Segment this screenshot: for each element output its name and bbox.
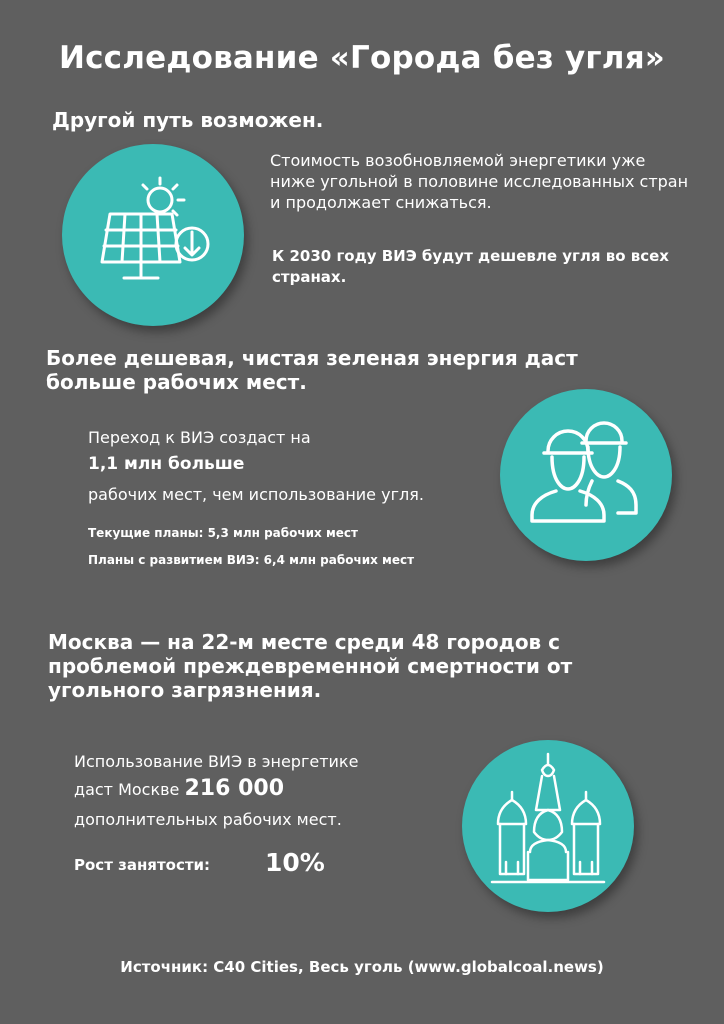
- section3-line3: дополнительных рабочих мест.: [74, 810, 342, 829]
- section2-intro: Переход к ВИЭ создаст на: [88, 428, 311, 447]
- section1-highlight: К 2030 году ВИЭ будут дешевле угля во всех странах.: [272, 247, 669, 286]
- section3-line2-prefix: даст Москве: [74, 780, 180, 799]
- section2-highlight: 1,1 млн больше: [88, 454, 245, 474]
- workers-circle: [500, 389, 672, 561]
- plan-res: Планы с развитием ВИЭ: 6,4 млн рабочих мест: [88, 553, 415, 567]
- section2-heading: Более дешевая, чистая зеленая энергия даст больше рабочих мест.: [46, 346, 578, 394]
- section3-line2: [74, 776, 454, 801]
- plan-current: Текущие планы: 5,3 млн рабочих мест: [88, 526, 358, 540]
- kremlin-cathedral-icon: [462, 740, 634, 912]
- section2-outro: рабочих мест, чем использование угля.: [88, 485, 424, 504]
- page-title: Исследование «Города без угля»: [58, 40, 666, 76]
- section1-heading: Другой путь возможен.: [52, 108, 324, 132]
- kremlin-circle: [462, 740, 634, 912]
- section3-line2-value: 216 000: [184, 776, 285, 801]
- solar-panel-icon: [62, 144, 244, 326]
- section3-line1: Использование ВИЭ в энергетике: [74, 752, 359, 771]
- solar-panel-circle: [62, 144, 244, 326]
- section1-text: Стоимость возобновляемой энергетики уже ниже угольной в половине исследованных стран и продолжает снижаться.: [270, 151, 689, 212]
- growth-label: Рост занятости:: [74, 856, 211, 874]
- workers-icon: [500, 389, 672, 561]
- section3-heading: Москва — на 22-м месте среди 48 городов с проблемой преждевременной смертности от угольного загрязнения.: [48, 630, 573, 702]
- growth-value: 10%: [265, 848, 325, 877]
- source-note: Источник: С40 Cities, Весь уголь (www.globalcoal.news): [120, 958, 604, 976]
